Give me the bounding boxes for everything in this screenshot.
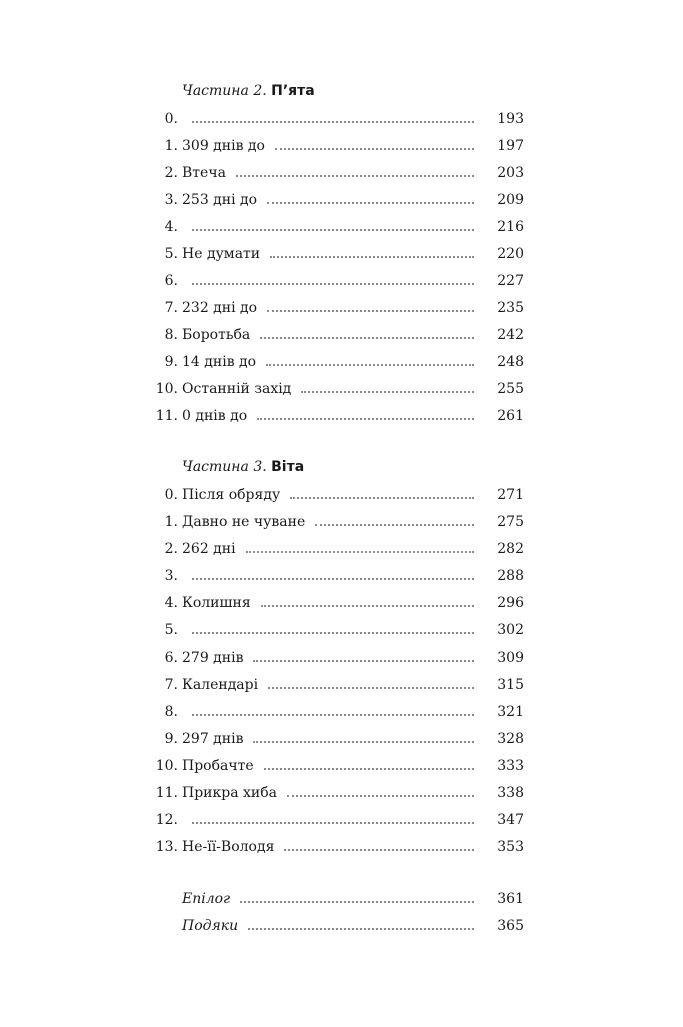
toc-entry[interactable] (140, 512, 524, 532)
toc-entry[interactable] (140, 702, 524, 722)
chapter-number: 5. (164, 622, 178, 638)
dot-leader (290, 496, 474, 499)
acknowledgements-title: Подяки (182, 918, 239, 934)
dot-leader (192, 821, 474, 824)
chapter-title: Не думати (182, 246, 261, 262)
chapter-number: 4. (164, 219, 178, 235)
chapter-title: Не-її-Володя (182, 839, 275, 855)
page-number: 220 (497, 246, 524, 262)
dot-leader (246, 550, 474, 553)
page-number: 193 (497, 111, 524, 127)
dot-leader (192, 282, 474, 285)
toc-entry[interactable] (140, 485, 524, 505)
toc-entry[interactable] (140, 271, 524, 291)
page-number: 365 (497, 918, 524, 934)
chapter-number: 1. (164, 514, 178, 530)
chapter-title: 232 дні до (182, 300, 258, 316)
page-number: 216 (497, 219, 524, 235)
dot-leader (260, 336, 474, 339)
page-number: 315 (497, 677, 524, 693)
toc-entry[interactable] (140, 729, 524, 749)
dot-leader (315, 523, 474, 526)
dot-leader (284, 848, 474, 851)
page-number: 333 (497, 758, 524, 774)
dot-leader (192, 631, 474, 634)
chapter-number: 9. (164, 731, 178, 747)
dot-leader (253, 740, 474, 743)
chapter-number: 8. (164, 704, 178, 720)
chapter-title: 309 днів до (182, 138, 265, 154)
chapter-number: 3. (164, 568, 178, 584)
chapter-number: 13. (155, 839, 178, 855)
toc-entry[interactable] (140, 810, 524, 830)
dot-leader (192, 228, 474, 231)
page-number: 261 (497, 408, 524, 424)
chapter-title: Календарі (182, 677, 259, 693)
chapter-number: 0. (164, 111, 178, 127)
page-number: 288 (497, 568, 524, 584)
toc-entry-epilogue[interactable] (140, 889, 524, 909)
dot-leader (270, 255, 474, 258)
dot-leader (267, 201, 474, 204)
chapter-number: 10. (155, 381, 178, 397)
dot-leader (257, 417, 474, 420)
toc-entry[interactable] (140, 620, 524, 640)
chapter-number: 0. (164, 487, 178, 503)
toc-entry[interactable] (140, 539, 524, 559)
chapter-number: 6. (164, 650, 178, 666)
page-number: 309 (497, 650, 524, 666)
chapter-title: 0 днів до (182, 408, 248, 424)
dot-leader (253, 659, 474, 662)
toc-entry[interactable] (140, 136, 524, 156)
toc-entry-acknowledgements[interactable] (140, 916, 524, 936)
chapter-number: 4. (164, 595, 178, 611)
page-number: 347 (497, 812, 524, 828)
chapter-title: Останній захід (182, 381, 292, 397)
dot-leader (192, 713, 474, 716)
page-number: 353 (497, 839, 524, 855)
part-3-heading (182, 458, 304, 476)
page-number: 255 (497, 381, 524, 397)
toc-entry[interactable] (140, 379, 524, 399)
chapter-number: 6. (164, 273, 178, 289)
chapter-number: 10. (155, 758, 178, 774)
page-number: 296 (497, 595, 524, 611)
page-number: 271 (497, 487, 524, 503)
page-number: 235 (497, 300, 524, 316)
chapter-title: 262 дні (182, 541, 236, 557)
dot-leader (264, 767, 474, 770)
page-number: 242 (497, 327, 524, 343)
chapter-title: Пробачте (182, 758, 254, 774)
chapter-title: 297 днів (182, 731, 244, 747)
page-number: 321 (497, 704, 524, 720)
dot-leader (275, 147, 474, 150)
toc-entry[interactable] (140, 163, 524, 183)
page-number: 197 (497, 138, 524, 154)
dot-leader (266, 363, 474, 366)
page-number: 328 (497, 731, 524, 747)
toc-entry[interactable] (140, 217, 524, 237)
chapter-title: 14 днів до (182, 354, 257, 370)
chapter-title: Колишня (182, 595, 251, 611)
page-number: 203 (497, 165, 524, 181)
page-number: 248 (497, 354, 524, 370)
page-number: 275 (497, 514, 524, 530)
dot-leader (240, 900, 474, 903)
page-number: 282 (497, 541, 524, 557)
chapter-number: 11. (155, 785, 178, 801)
dot-leader (287, 794, 474, 797)
dot-leader (267, 309, 474, 312)
toc-entry[interactable] (140, 109, 524, 129)
epilogue-title: Епілог (182, 891, 231, 907)
part-2-title: П’ята (271, 83, 315, 99)
toc-entry[interactable] (140, 406, 524, 426)
chapter-title: 253 дні до (182, 192, 258, 208)
chapter-number: 8. (164, 327, 178, 343)
chapter-number: 9. (164, 354, 178, 370)
part-2-label: Частина 2. (182, 83, 272, 99)
page-number: 338 (497, 785, 524, 801)
toc-entry[interactable] (140, 298, 524, 318)
part-3-label: Частина 3. (182, 459, 272, 475)
toc-entry[interactable] (140, 244, 524, 264)
page-number: 209 (497, 192, 524, 208)
chapter-title: Втеча (182, 165, 226, 181)
page-number: 227 (497, 273, 524, 289)
toc-entry[interactable] (140, 566, 524, 586)
toc-entry[interactable] (140, 190, 524, 210)
toc-entry[interactable] (140, 783, 524, 803)
part-2-heading (182, 82, 315, 100)
dot-leader (192, 120, 474, 123)
dot-leader (261, 604, 474, 607)
chapter-number: 11. (155, 408, 178, 424)
chapter-title: Прикра хиба (182, 785, 278, 801)
toc-entry[interactable] (140, 837, 524, 857)
chapter-number: 7. (164, 677, 178, 693)
chapter-number: 3. (164, 192, 178, 208)
chapter-number: 12. (155, 812, 178, 828)
page-number: 361 (497, 891, 524, 907)
dot-leader (268, 686, 474, 689)
toc-entry[interactable] (140, 593, 524, 613)
chapter-title: Після обряду (182, 487, 281, 503)
dot-leader (248, 927, 474, 930)
part-3-title: Віта (271, 459, 305, 475)
chapter-title: 279 днів (182, 650, 244, 666)
chapter-title: Давно не чуване (182, 514, 306, 530)
dot-leader (236, 174, 474, 177)
dot-leader (192, 577, 474, 580)
dot-leader (301, 390, 474, 393)
toc-entry[interactable] (140, 352, 524, 372)
toc-entry[interactable] (140, 756, 524, 776)
toc-entry[interactable] (140, 675, 524, 695)
chapter-number: 5. (164, 246, 178, 262)
chapter-number: 7. (164, 300, 178, 316)
toc-entry[interactable] (140, 325, 524, 345)
chapter-title: Боротьба (182, 327, 251, 343)
page-number: 302 (497, 622, 524, 638)
chapter-number: 2. (164, 165, 178, 181)
chapter-number: 1. (164, 138, 178, 154)
toc-entry[interactable] (140, 648, 524, 668)
chapter-number: 2. (164, 541, 178, 557)
